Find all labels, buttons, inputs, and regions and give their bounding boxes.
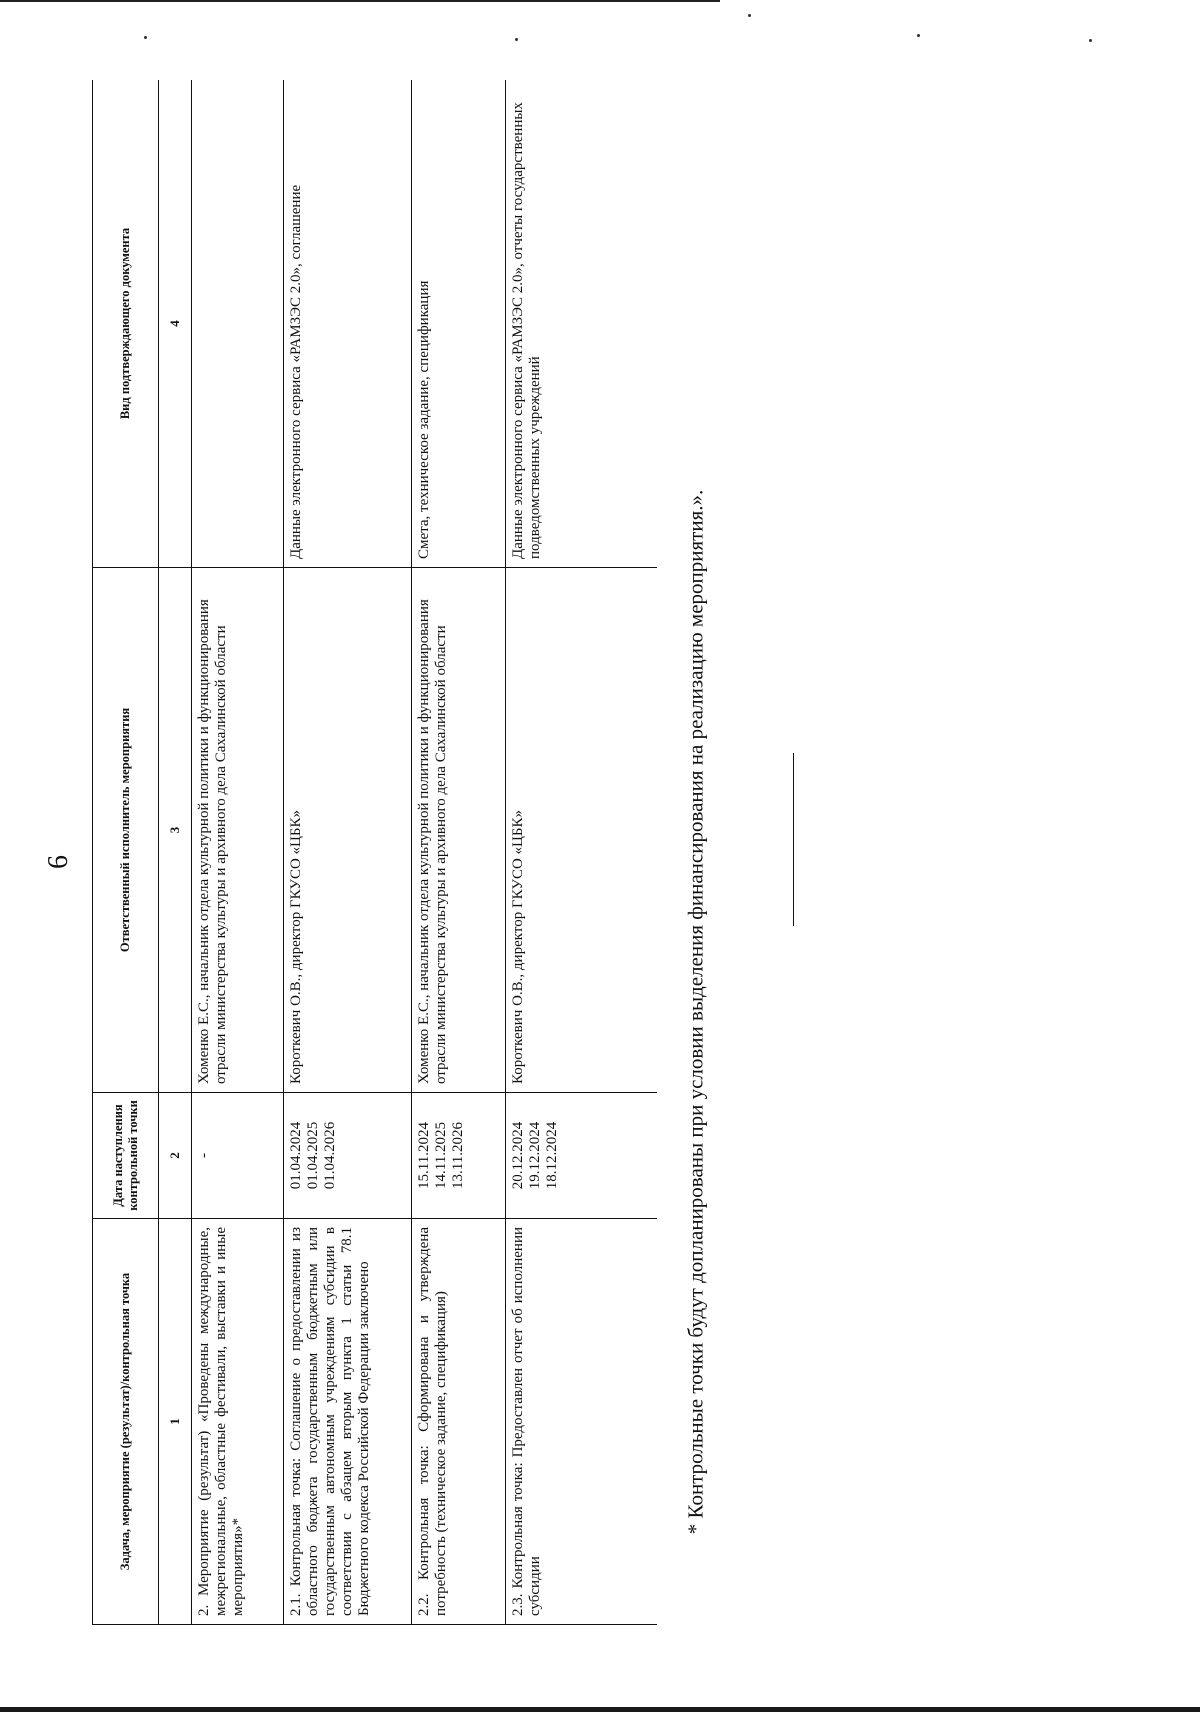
date-value: 01.04.2026 xyxy=(322,1121,338,1190)
table-row xyxy=(506,80,658,1625)
task-cell: 2.3. Контрольная точка: Предоставлен отчет об исполнении субсидии xyxy=(506,1219,658,1625)
header-executor: Ответственный исполнитель мероприятия xyxy=(93,568,159,1093)
column-number-row xyxy=(159,80,192,1625)
date-value: 19.12.2024 xyxy=(527,1121,543,1190)
document-cell: Смета, техническое задание, спецификация xyxy=(412,80,506,568)
task-cell: 2. Мероприятие (результат) «Проведены международные, межрегиональные, областные фестивали, выставки и иные мероприятия»* xyxy=(192,1219,284,1625)
date-value: 20.12.2024 xyxy=(510,1121,526,1190)
date-value: 18.12.2024 xyxy=(544,1121,560,1190)
document-cell: Данные электронного сервиса «РАМЗЭС 2.0», соглашение xyxy=(284,80,412,568)
column-number: 4 xyxy=(159,80,192,568)
page-number: 6 xyxy=(43,855,74,869)
task-cell: 2.2. Контрольная точка: Сформирована и утверждена потребность (техническое задание, спецификация) xyxy=(412,1219,506,1625)
date-value: 14.11.2025 xyxy=(433,1122,449,1189)
table-row xyxy=(192,80,284,1625)
date-cell xyxy=(192,1093,284,1219)
document-cell: Данные электронного сервиса «РАМЗЭС 2.0», отчеты государственных подведомственных учреждений xyxy=(506,80,658,568)
date-value: - xyxy=(196,1153,212,1158)
scan-speck xyxy=(748,14,751,17)
header-document: Вид подтверждающего документа xyxy=(93,80,159,568)
executor-cell: Хоменко Е.С., начальник отдела культурной политики и функционирования отрасли министерства культуры и архивного дела Сахалинской области xyxy=(412,568,506,1093)
table-header-row xyxy=(93,80,159,1625)
scan-edge-top xyxy=(0,0,720,2)
scan-edge-bottom xyxy=(0,1707,1200,1712)
executor-cell: Короткевич О.В., директор ГКУСО «ЦБК» xyxy=(506,568,658,1093)
footnote: * Контрольные точки будут допланированы при условии выделения финансирования на реализацию мероприятия.». xyxy=(683,489,708,1535)
date-value: 15.11.2024 xyxy=(416,1122,432,1189)
column-number: 2 xyxy=(159,1093,192,1219)
control-points-table xyxy=(92,80,657,1625)
date-cell xyxy=(506,1093,658,1219)
scan-speck xyxy=(917,34,920,37)
executor-cell: Хоменко Е.С., начальник отдела культурной политики и функционирования отрасли министерства культуры и архивного дела Сахалинской области xyxy=(192,568,284,1093)
date-cell xyxy=(284,1093,412,1219)
table-row xyxy=(284,80,412,1625)
scan-speck xyxy=(1089,39,1092,42)
date-value: 01.04.2024 xyxy=(288,1121,304,1190)
header-task: Задача, мероприятие (результат)/контрольная точка xyxy=(93,1219,159,1625)
task-cell: 2.1. Контрольная точка: Соглашение о предоставлении из областного бюджета государственным бюджетным или государственным автономным учреждениям субсидии в соответствии с абзацем вторым пункта 1 статьи 78.1 Бюджетного кодекса Российской Федерации заключено xyxy=(284,1219,412,1625)
date-cell xyxy=(412,1093,506,1219)
header-date: Дата наступления контрольной точки xyxy=(93,1093,159,1219)
separator-line xyxy=(793,753,794,926)
document-cell xyxy=(192,80,284,568)
date-value: 01.04.2025 xyxy=(305,1121,321,1190)
table-row xyxy=(412,80,506,1625)
scan-speck xyxy=(144,36,147,39)
control-points-table-container xyxy=(92,80,657,1625)
executor-cell: Короткевич О.В., директор ГКУСО «ЦБК» xyxy=(284,568,412,1093)
column-number: 1 xyxy=(159,1219,192,1625)
column-number: 3 xyxy=(159,568,192,1093)
scan-speck xyxy=(515,38,518,41)
date-value: 13.11.2026 xyxy=(450,1122,466,1189)
table-viewport xyxy=(92,80,657,1625)
